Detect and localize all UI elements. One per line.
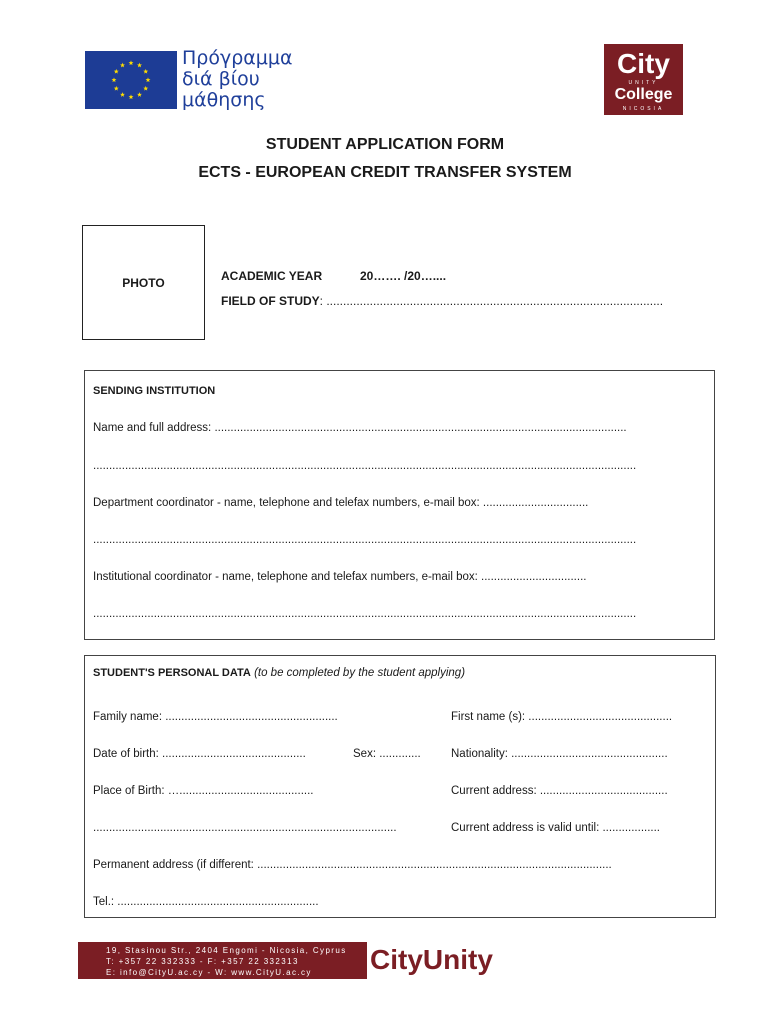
- current-address-field[interactable]: Current address: ........................................: [451, 785, 668, 797]
- current-address-line2[interactable]: ...............................................................................................: [93, 822, 397, 834]
- field-of-study-label: FIELD OF STUDY: [221, 294, 320, 308]
- section-heading: SENDING INSTITUTION: [93, 385, 216, 397]
- date-of-birth-field[interactable]: Date of birth: .............................................: [93, 748, 306, 760]
- sex-field[interactable]: Sex: .............: [353, 748, 421, 760]
- permanent-address-field[interactable]: Permanent address (if different: ...............................................................................................................: [93, 859, 612, 871]
- name-address-line2[interactable]: ..........................................................................................................................................................................: [93, 460, 637, 472]
- name-address-field[interactable]: Name and full address: .................................................................................................................................: [93, 422, 627, 434]
- footer-email-web: E: info@CityU.ac.cy - W: www.CityU.ac.cy: [106, 968, 312, 977]
- city-college-logo: [604, 44, 683, 115]
- address-valid-until-field[interactable]: Current address is valid until: ..................: [451, 822, 660, 834]
- cityunity-logo: CityUnity: [370, 944, 493, 975]
- eu-program-line: μάθησης: [182, 89, 266, 111]
- logo-unity: UNITY: [628, 80, 659, 86]
- field-of-study-field[interactable]: : .....................................................................................................: [319, 294, 664, 308]
- section-heading: STUDENT'S PERSONAL DATA: [93, 667, 251, 679]
- institutional-coordinator-field[interactable]: Institutional coordinator - name, telephone and telefax numbers, e-mail box: .................................: [93, 571, 587, 583]
- institutional-coordinator-line2[interactable]: ..........................................................................................................................................................................: [93, 608, 637, 620]
- eu-program-line: Πρόγραμμα: [182, 47, 293, 69]
- department-coordinator-line2[interactable]: ..........................................................................................................................................................................: [93, 534, 637, 546]
- eu-stars-icon: [85, 51, 177, 109]
- footer-phone: T: +357 22 332333 - F: +357 22 332313: [106, 957, 299, 966]
- footer-address-block: [78, 942, 367, 979]
- first-name-field[interactable]: First name (s): .............................................: [451, 711, 673, 723]
- section-note: (to be completed by the student applying): [254, 667, 466, 679]
- sending-institution-section: [84, 370, 715, 640]
- eu-flag-logo: [85, 51, 177, 109]
- logo-nicosia: NICOSIA: [622, 106, 665, 112]
- eu-program-logo-text: [182, 48, 293, 111]
- academic-year-field[interactable]: 20……. /20…....: [360, 269, 447, 283]
- form-subtitle: ECTS - EUROPEAN CREDIT TRANSFER SYSTEM: [198, 164, 572, 181]
- eu-program-line: διά βίου: [182, 68, 260, 90]
- photo-label: PHOTO: [122, 276, 165, 290]
- department-coordinator-field[interactable]: Department coordinator - name, telephone and telefax numbers, e-mail box: .................................: [93, 497, 589, 509]
- photo-box[interactable]: [82, 225, 205, 340]
- place-of-birth-field[interactable]: Place of Birth: …..........................................: [93, 785, 314, 797]
- nationality-field[interactable]: Nationality: .................................................: [451, 748, 668, 760]
- telephone-field[interactable]: Tel.: ...............................................................: [93, 896, 319, 908]
- field-of-study-row: [221, 294, 663, 308]
- logo-city: City: [617, 48, 670, 79]
- academic-year-label: ACADEMIC YEAR: [221, 269, 323, 283]
- logo-college: College: [614, 86, 673, 103]
- form-title: STUDENT APPLICATION FORM: [265, 136, 505, 153]
- family-name-field[interactable]: Family name: ......................................................: [93, 711, 338, 723]
- footer-address: 19, Stasinou Str., 2404 Engomi - Nicosia, Cyprus: [106, 946, 347, 955]
- personal-data-section: [84, 655, 716, 918]
- section-heading-row: [93, 667, 465, 679]
